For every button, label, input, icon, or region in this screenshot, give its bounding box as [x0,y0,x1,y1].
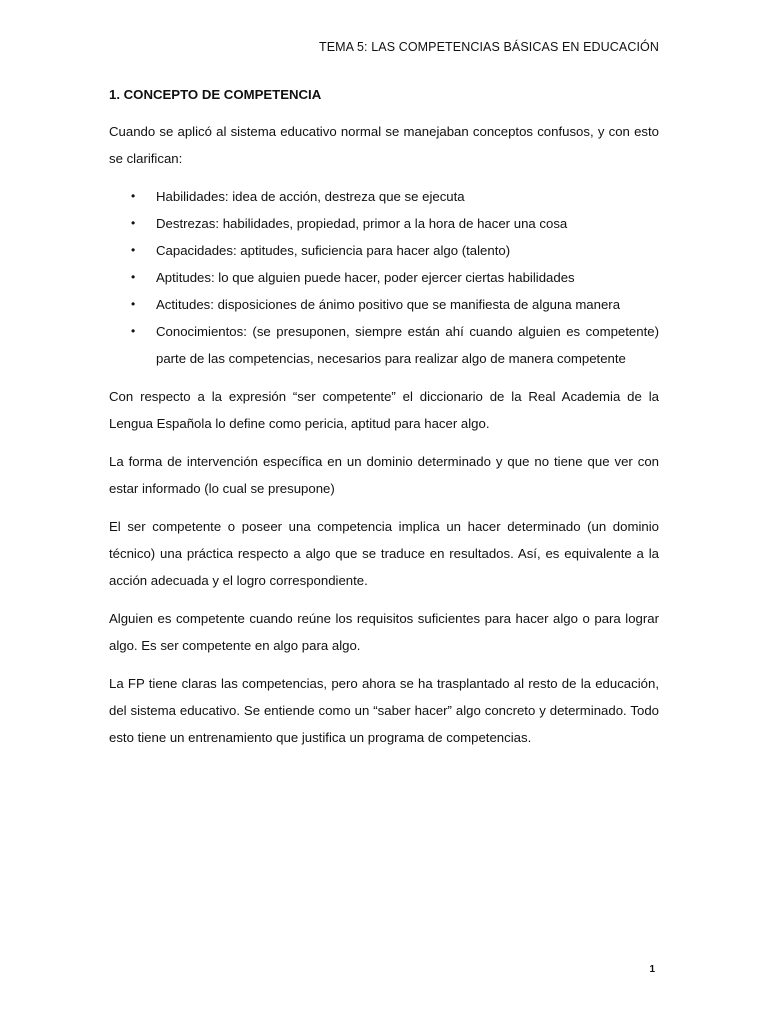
body-paragraph: La FP tiene claras las competencias, pero ahora se ha trasplantado al resto de la educación, del sistema educativo. Se entiende como un “saber hacer” algo concreto y determinado. Todo esto tiene un entrenamiento que justifica un programa de competencias. [109,676,659,745]
body-paragraph: Alguien es competente cuando reúne los requisitos suficientes para hacer algo o para lograr algo. Es ser competente en algo para algo. [109,611,659,653]
bullet-icon: • [131,324,136,338]
bullet-icon: • [131,297,136,311]
list-item [109,183,659,210]
list-item-text: Capacidades: aptitudes, suficiencia para hacer algo (talento) [156,243,511,258]
list-item-text: Conocimientos: (se presuponen, siempre están ahí cuando alguien es competente) parte de las competencias, necesarios para realizar algo de manera competente [156,324,659,366]
list-item [109,318,659,372]
page-content [109,84,659,762]
list-item [109,210,659,237]
list-item-text: Aptitudes: lo que alguien puede hacer, poder ejercer ciertas habilidades [156,270,575,285]
intro-paragraph: Cuando se aplicó al sistema educativo normal se manejaban conceptos confusos, y con esto se clarifican: [109,124,659,166]
bullet-icon: • [131,216,136,230]
section-title: 1. CONCEPTO DE COMPETENCIA [109,87,322,102]
body-paragraph: El ser competente o poseer una competencia implica un hacer determinado (un dominio técnico) una práctica respecto a algo que se traduce en resultados. Así, es equivalente a la acción adecuada y el logro correspondiente. [109,519,659,588]
bullet-icon: • [131,270,136,284]
list-item [109,291,659,318]
page-number: 1 [649,964,655,975]
definition-list [109,183,659,372]
list-item [109,264,659,291]
bullet-icon: • [131,189,136,203]
bullet-icon: • [131,243,136,257]
running-header: TEMA 5: LAS COMPETENCIAS BÁSICAS EN EDUCACIÓN [319,40,659,54]
body-paragraph: La forma de intervención específica en un dominio determinado y que no tiene que ver con estar informado (lo cual se presupone) [109,454,659,496]
list-item-text: Destrezas: habilidades, propiedad, primor a la hora de hacer una cosa [156,216,568,231]
body-paragraph: Con respecto a la expresión “ser competente” el diccionario de la Real Academia de la Lengua Española lo define como pericia, aptitud para hacer algo. [109,389,659,431]
list-item [109,237,659,264]
list-item-text: Actitudes: disposiciones de ánimo positivo que se manifiesta de alguna manera [156,297,621,312]
list-item-text: Habilidades: idea de acción, destreza que se ejecuta [156,189,465,204]
